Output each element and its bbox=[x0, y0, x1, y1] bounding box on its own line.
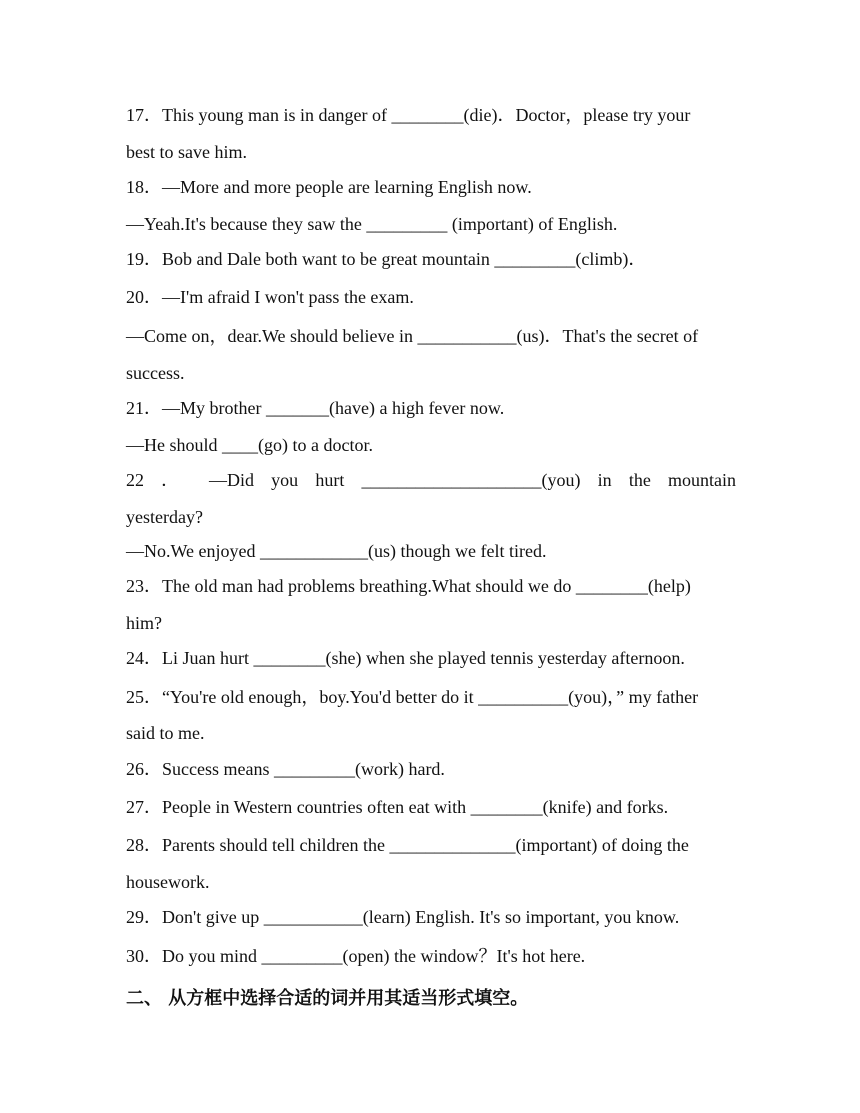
question-28-line-1: 28．Parents should tell children the ______________(important) of doing the bbox=[126, 835, 689, 855]
question-21-line-1: 21．—My brother _______(have) a high fever now. bbox=[126, 398, 505, 418]
question-25-line-1: 25．“You're old enough，boy.You'd better do it __________(you)，” my father bbox=[126, 687, 699, 707]
question-20-line-1: 20．—I'm afraid I won't pass the exam. bbox=[126, 287, 414, 307]
question-25-line-2: said to me. bbox=[126, 723, 205, 743]
question-24-line: 24．Li Juan hurt ________(she) when she played tennis yesterday afternoon. bbox=[126, 648, 685, 668]
section-heading: 二、 从方框中选择合适的词并用其适当形式填空。 bbox=[126, 988, 529, 1009]
question-21-line-2: —He should ____(go) to a doctor. bbox=[126, 435, 373, 455]
question-30-line: 30．Do you mind _________(open) the window？It's hot here. bbox=[126, 946, 586, 966]
question-23-line-2: him? bbox=[126, 613, 162, 633]
question-20-line-3: success. bbox=[126, 363, 185, 383]
question-19-line: 19．Bob and Dale both want to be great mountain _________(climb)． bbox=[126, 249, 647, 269]
question-17-line-1: 17．This young man is in danger of ________(die)．Doctor，please try your bbox=[126, 105, 691, 125]
question-29-line: 29．Don't give up ___________(learn) English. It's so important, you know. bbox=[126, 907, 680, 927]
question-20-line-2: —Come on，dear.We should believe in ___________(us)．That's the secret of bbox=[126, 326, 699, 346]
question-18-line-1: 18．—More and more people are learning English now. bbox=[126, 177, 532, 197]
question-17-line-2: best to save him. bbox=[126, 142, 247, 162]
question-18-line-2: —Yeah.It's because they saw the _________ (important) of English. bbox=[126, 214, 618, 234]
question-27-line: 27．People in Western countries often eat with ________(knife) and forks. bbox=[126, 797, 669, 817]
question-22-line-3: —No.We enjoyed ____________(us) though we felt tired. bbox=[126, 541, 547, 561]
question-22-line-2: yesterday? bbox=[126, 507, 203, 527]
question-26-line: 26．Success means _________(work) hard. bbox=[126, 759, 445, 779]
question-22-line-1: 22 ． —Did you hurt ____________________(you) in the mountain bbox=[126, 470, 736, 490]
question-23-line-1: 23．The old man had problems breathing.What should we do ________(help) bbox=[126, 576, 691, 596]
question-28-line-2: housework. bbox=[126, 872, 210, 892]
